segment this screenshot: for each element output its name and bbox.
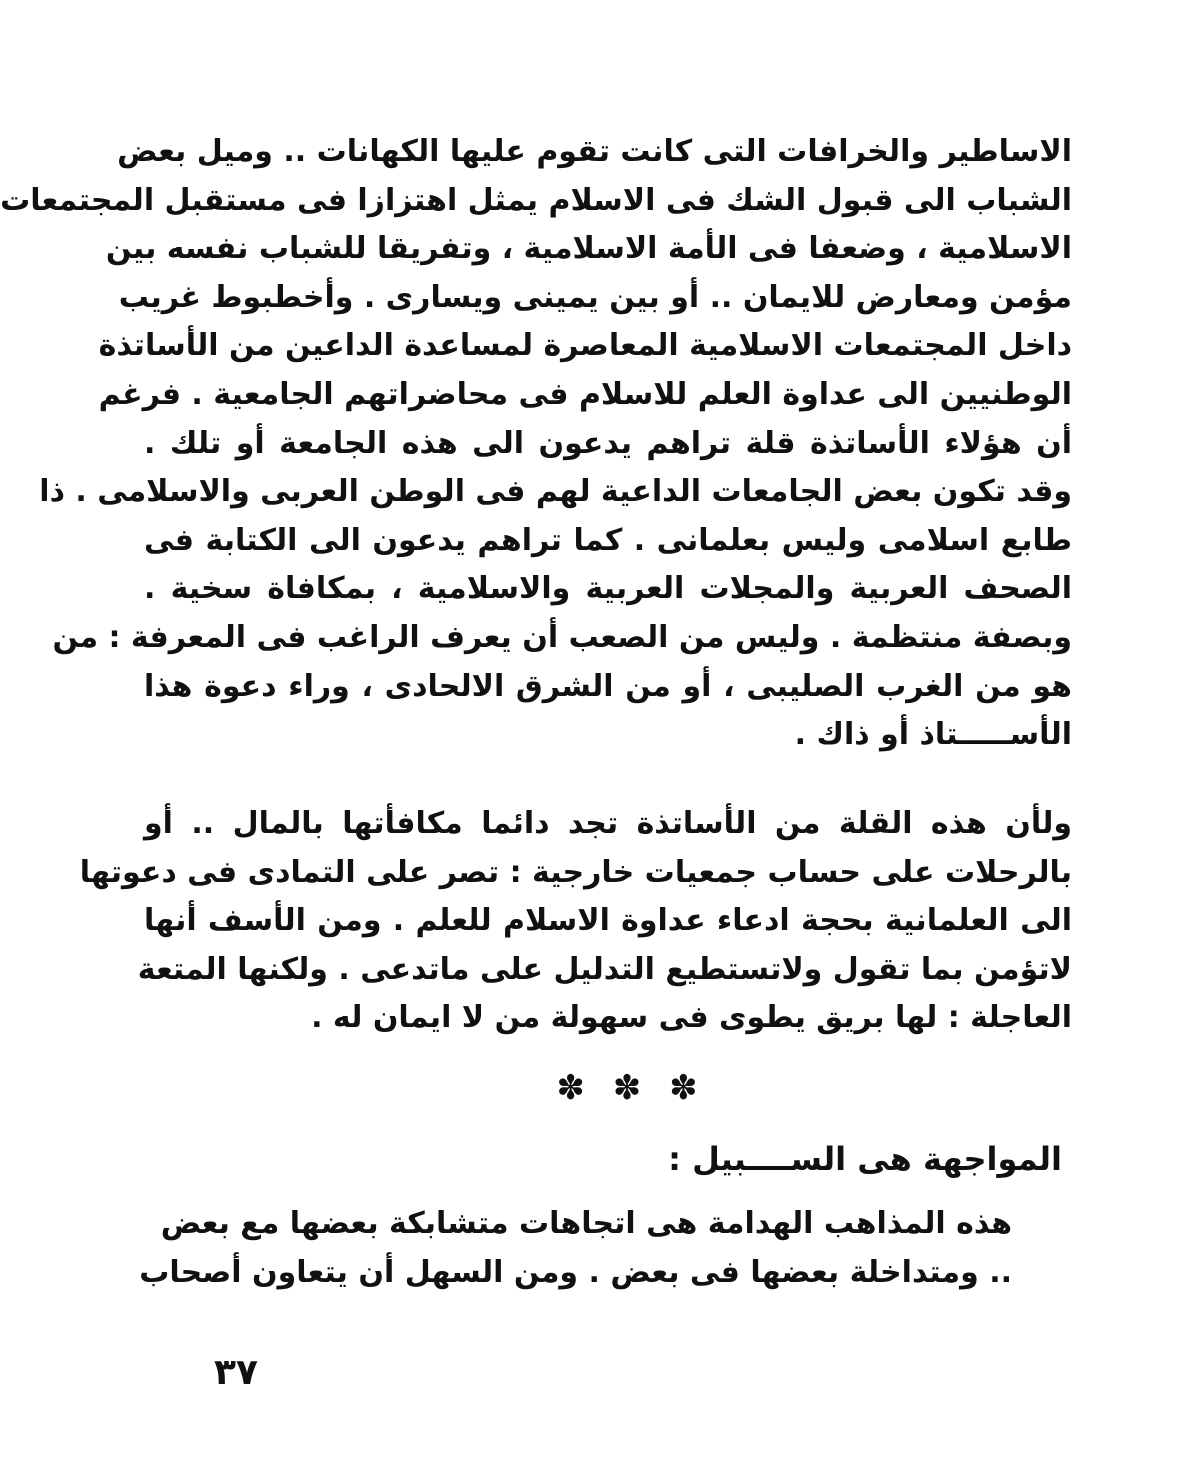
paragraph-3	[139, 1200, 1012, 1297]
paragraph-2	[79, 800, 1072, 1043]
text-line: الصحف العربية والمجلات العربية والاسلامية ، بمكافاة سخية .	[144, 571, 1072, 607]
text-line: الأســـــتاذ أو ذاك .	[794, 717, 1072, 753]
section-separator: ✽ ✽ ✽	[556, 1068, 706, 1108]
text-line: هذه المذاهب الهدامة هى اتجاهات متشابكة بعضها مع بعض	[160, 1206, 1012, 1241]
text-line: وبصفة منتظمة . وليس من الصعب أن يعرف الراغب فى المعرفة : من	[52, 619, 1072, 655]
text-line: هو من الغرب الصليبى ، أو من الشرق الالحادى ، وراء دعوة هذا	[144, 668, 1072, 704]
text-line: لاتؤمن بما تقول ولاتستطيع التدليل على ماتدعى . ولكنها المتعة	[137, 951, 1072, 987]
paragraph-1	[0, 128, 1072, 760]
text-line: طابع اسلامى وليس بعلمانى . كما تراهم يدعون الى الكتابة فى	[144, 522, 1072, 558]
text-line: العاجلة : لها بريق يطوى فى سهولة من لا ايمان له .	[311, 1000, 1072, 1036]
text-line: وقد تكون بعض الجامعات الداعية لهم فى الوطن العربى والاسلامى . ذا	[39, 474, 1072, 510]
text-line: الاسلامية ، وضعفا فى الأمة الاسلامية ، وتفريقا للشباب نفسه بين	[105, 231, 1072, 267]
text-line: أن هؤلاء الأساتذة قلة تراهم يدعون الى هذه الجامعة أو تلك .	[144, 425, 1072, 461]
text-line: ولأن هذه القلة من الأساتذة تجد دائما مكافأتها بالمال .. أو	[144, 806, 1072, 841]
text-line: داخل المجتمعات الاسلامية المعاصرة لمساعدة الداعين من الأساتذة	[98, 328, 1072, 364]
text-line: الوطنيين الى عداوة العلم للاسلام فى محاضراتهم الجامعية . فرغم	[98, 376, 1072, 412]
text-line: الاساطير والخرافات التى كانت تقوم عليها الكهانات .. وميل بعض	[117, 134, 1072, 169]
text-line: .. ومتداخلة بعضها فى بعض . ومن السهل أن يتعاون أصحاب	[139, 1254, 1012, 1290]
text-line: مؤمن ومعارض للايمان .. أو بين يمينى ويسارى . وأخطبوط غريب	[118, 279, 1072, 315]
text-line: الشباب الى قبول الشك فى الاسلام يمثل اهتزازا فى مستقبل المجتمعات	[0, 182, 1072, 218]
text-line: الى العلمانية بحجة ادعاء عداوة الاسلام للعلم . ومن الأسف أنها	[144, 903, 1072, 939]
page-number: ٣٧	[214, 1352, 258, 1393]
section-heading: المواجهة هى الســــبيل :	[668, 1140, 1062, 1178]
text-line: بالرحلات على حساب جمعيات خارجية : تصر على التمادى فى دعوتها	[79, 854, 1072, 890]
